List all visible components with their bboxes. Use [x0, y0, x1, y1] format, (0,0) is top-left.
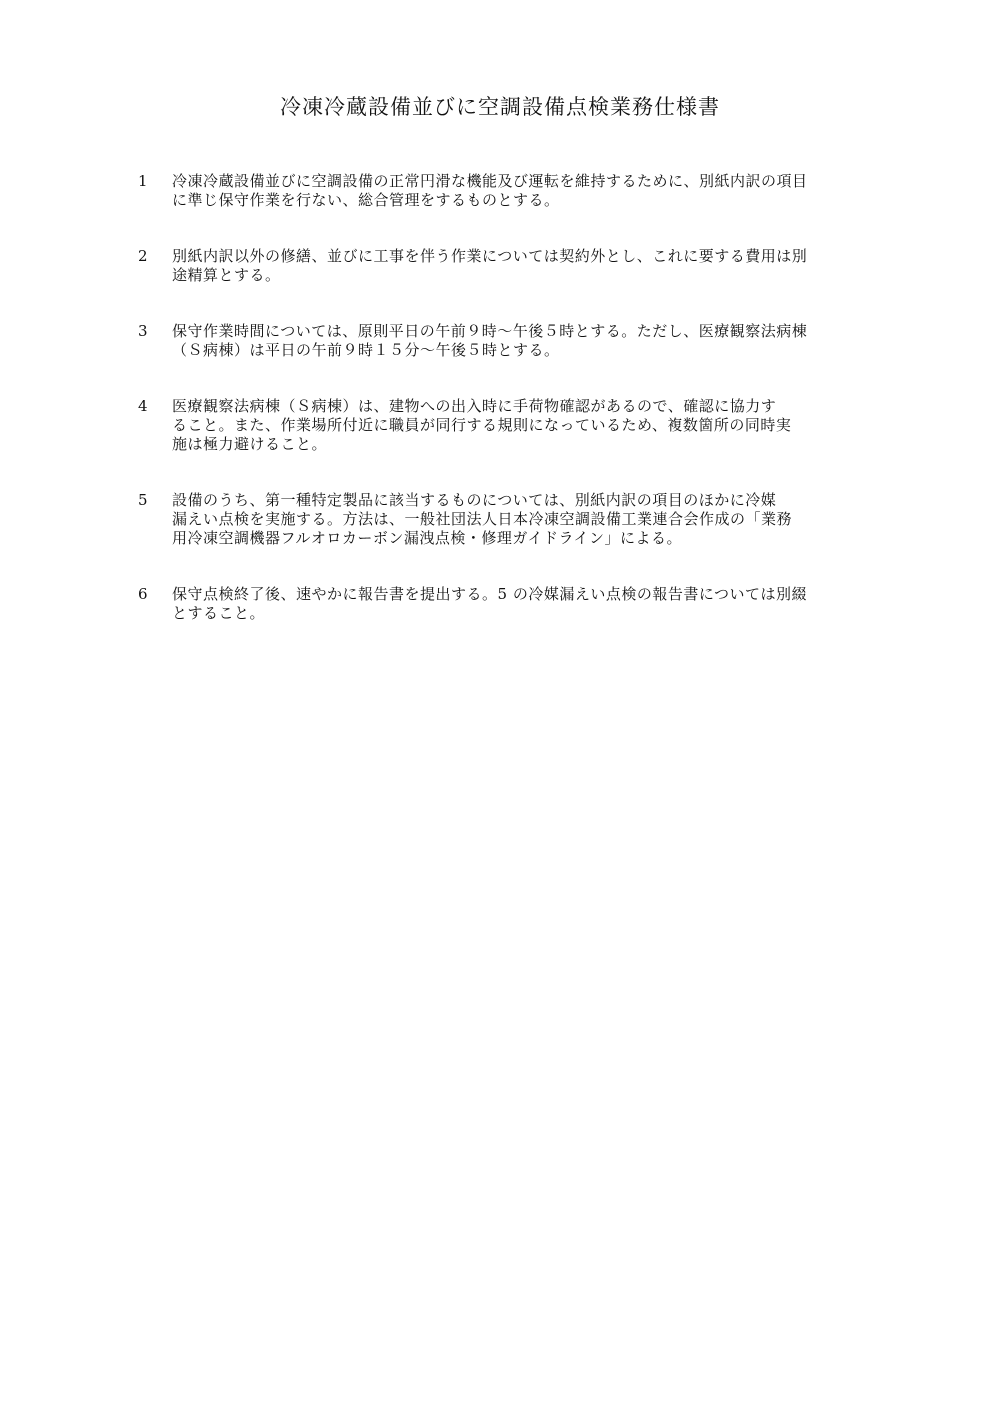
item-number: 5 — [138, 491, 149, 509]
list-item — [136, 397, 904, 454]
item-text: 保守作業時間については、原則平日の午前９時～午後５時とする。ただし、医療観察法病棟 （Ｓ病棟）は平日の午前９時１５分～午後５時とする。 — [172, 322, 808, 359]
item-number: 1 — [138, 172, 149, 190]
item-number: 3 — [138, 322, 149, 340]
item-number: 6 — [138, 585, 149, 603]
item-text: 保守点検終了後、速やかに報告書を提出する。5 の冷媒漏えい点検の報告書については別綴 とすること。 — [172, 585, 808, 622]
list-item — [136, 491, 904, 548]
list-item — [136, 322, 904, 360]
document-title: 冷凍冷蔵設備並びに空調設備点検業務仕様書 — [280, 95, 720, 119]
item-text: 別紙内訳以外の修繕、並びに工事を伴う作業については契約外とし、これに要する費用は別 途精算とする。 — [172, 247, 808, 284]
item-number: 2 — [138, 247, 149, 265]
list-item — [136, 585, 904, 623]
item-text: 医療観察法病棟（Ｓ病棟）は、建物への出入時に手荷物確認があるので、確認に協力す ること。また、作業場所付近に職員が同行する規則になっているため、複数箇所の同時実 施は極力避けること。 — [172, 397, 792, 453]
item-number: 4 — [138, 397, 149, 415]
item-text: 設備のうち、第一種特定製品に該当するものについては、別紙内訳の項目のほかに冷媒 漏えい点検を実施する。方法は、一般社団法人日本冷凍空調設備工業連合会作成の「業務 用冷凍空調機器フルオロカーボン漏洩点検・修理ガイドライン」による。 — [172, 491, 793, 547]
specification-list — [136, 172, 904, 623]
list-item — [136, 247, 904, 285]
item-text: 冷凍冷蔵設備並びに空調設備の正常円滑な機能及び運転を維持するために、別紙内訳の項目 に準じ保守作業を行ない、総合管理をするものとする。 — [172, 172, 808, 209]
list-item — [136, 172, 904, 210]
